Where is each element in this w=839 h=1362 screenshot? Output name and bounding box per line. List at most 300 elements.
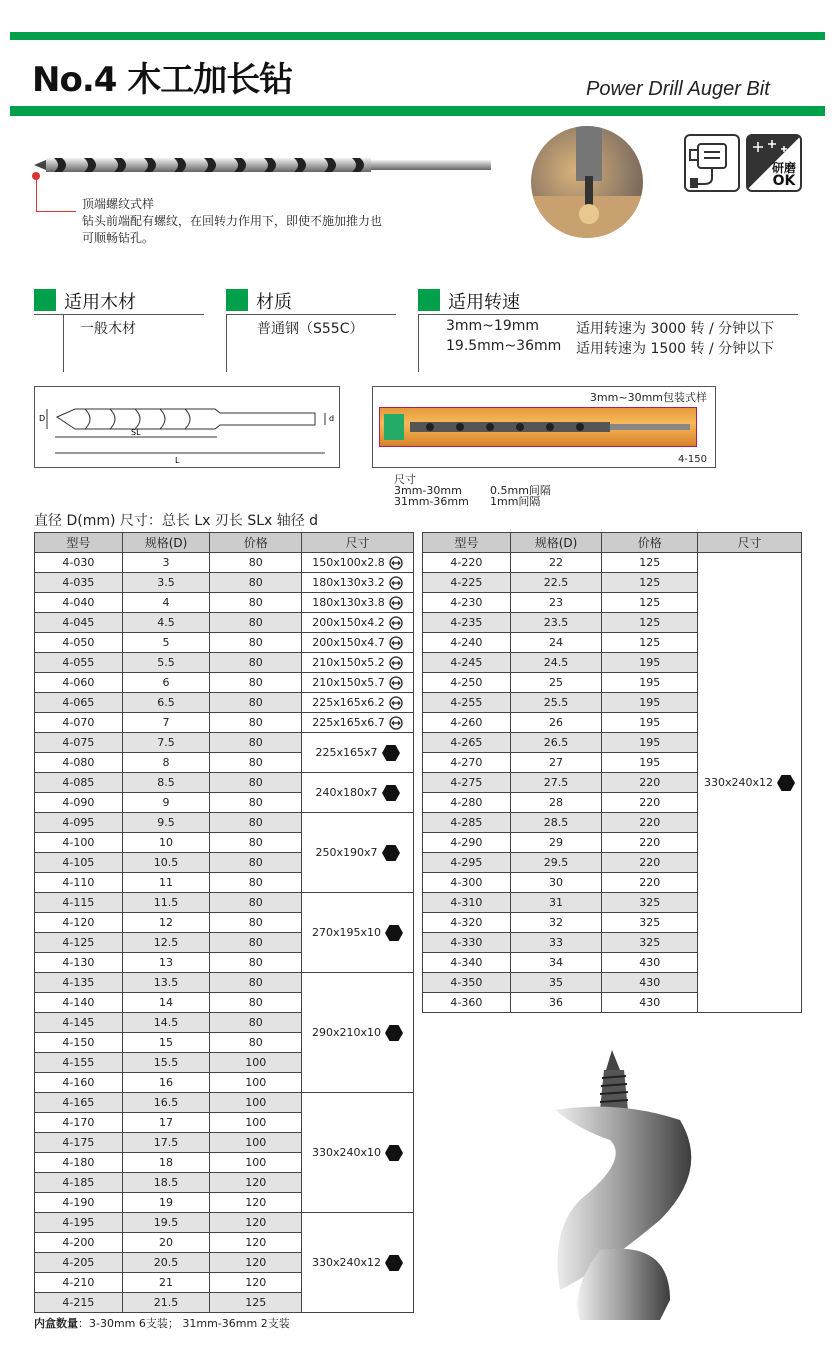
cell-price: 430 <box>602 973 698 993</box>
table-row <box>35 813 414 833</box>
cell-d: 36 <box>510 993 602 1013</box>
cell-model: 4-035 <box>35 573 123 593</box>
size-value: 210x150x5.2 <box>312 655 385 669</box>
spec-table-left <box>34 532 414 1313</box>
cell-model: 4-055 <box>35 653 123 673</box>
table-row <box>35 573 414 593</box>
footer-text: ：3-30mm 6支装； 31mm-36mm 2支装 <box>78 1317 290 1330</box>
cell-d: 27.5 <box>510 773 602 793</box>
speed-range-1: 3mm~19mm <box>446 318 540 334</box>
cell-model: 4-115 <box>35 893 123 913</box>
cell-model: 4-255 <box>423 693 511 713</box>
cell-price: 80 <box>210 1033 302 1053</box>
col-model-header: 型号 <box>35 533 123 553</box>
size-value: 200x150x4.2 <box>312 615 385 629</box>
cell-size <box>302 713 414 733</box>
cell-size <box>302 893 414 973</box>
cell-d: 15.5 <box>122 1053 210 1073</box>
table-row <box>35 693 414 713</box>
cell-model: 4-110 <box>35 873 123 893</box>
cell-size <box>302 593 414 613</box>
cell-price: 125 <box>602 593 698 613</box>
cell-d: 16.5 <box>122 1093 210 1113</box>
cell-model: 4-105 <box>35 853 123 873</box>
cell-price: 220 <box>602 793 698 813</box>
cell-price: 80 <box>210 653 302 673</box>
cell-d: 35 <box>510 973 602 993</box>
cell-model: 4-130 <box>35 953 123 973</box>
cell-price: 125 <box>602 553 698 573</box>
cell-model: 4-260 <box>423 713 511 733</box>
cell-d: 19.5 <box>122 1213 210 1233</box>
cell-d: 32 <box>510 913 602 933</box>
cell-price: 430 <box>602 953 698 973</box>
dim-l: L <box>175 456 180 465</box>
cell-price: 325 <box>602 933 698 953</box>
hex-shank-icon <box>378 746 400 759</box>
cell-d: 24 <box>510 633 602 653</box>
table-row <box>423 553 802 573</box>
cell-price: 80 <box>210 813 302 833</box>
cell-model: 4-340 <box>423 953 511 973</box>
size-value: 225x165x6.7 <box>312 715 385 729</box>
section-material-rule <box>226 314 396 315</box>
cell-size <box>302 633 414 653</box>
cell-d: 7.5 <box>122 733 210 753</box>
cell-model: 4-195 <box>35 1213 123 1233</box>
cell-price: 220 <box>602 873 698 893</box>
cell-price: 125 <box>210 1293 302 1313</box>
cell-price: 100 <box>210 1093 302 1113</box>
cell-price: 195 <box>602 653 698 673</box>
cell-price: 430 <box>602 993 698 1013</box>
cell-model: 4-200 <box>35 1233 123 1253</box>
size-value: 225x165x6.2 <box>312 695 385 709</box>
table-row <box>35 1213 414 1233</box>
table-row <box>35 733 414 753</box>
cell-price: 80 <box>210 913 302 933</box>
cell-model: 4-225 <box>423 573 511 593</box>
cell-model: 4-125 <box>35 933 123 953</box>
cell-price: 80 <box>210 633 302 653</box>
cell-model: 4-030 <box>35 553 123 573</box>
cell-model: 4-300 <box>423 873 511 893</box>
cell-price: 195 <box>602 713 698 733</box>
cell-price: 100 <box>210 1133 302 1153</box>
cell-d: 21 <box>122 1273 210 1293</box>
hex-shank-icon <box>381 1026 403 1039</box>
cell-model: 4-245 <box>423 653 511 673</box>
cell-size <box>698 553 802 1013</box>
section-material-border <box>226 314 227 372</box>
cell-d: 6.5 <box>122 693 210 713</box>
cell-price: 100 <box>210 1073 302 1093</box>
col-size-header: 尺寸 <box>698 533 802 553</box>
cell-d: 22.5 <box>510 573 602 593</box>
ok-label: OK <box>772 173 796 189</box>
cell-model: 4-175 <box>35 1133 123 1153</box>
size-value: 150x100x2.8 <box>312 555 385 569</box>
tip-description <box>82 196 382 247</box>
cell-d: 8 <box>122 753 210 773</box>
cell-d: 23.5 <box>510 613 602 633</box>
size-value: 270x195x10 <box>312 925 382 939</box>
cell-d: 25.5 <box>510 693 602 713</box>
cell-size <box>302 813 414 893</box>
section-material <box>226 288 396 312</box>
cell-price: 80 <box>210 833 302 853</box>
cell-d: 34 <box>510 953 602 973</box>
cell-d: 9.5 <box>122 813 210 833</box>
packaging-board-image <box>379 407 697 447</box>
cell-model: 4-220 <box>423 553 511 573</box>
section-material-title: 材质 <box>256 292 292 313</box>
cell-price: 80 <box>210 713 302 733</box>
table-row <box>35 633 414 653</box>
cell-model: 4-205 <box>35 1253 123 1273</box>
size-value: 200x150x4.7 <box>312 635 385 649</box>
cell-d: 12 <box>122 913 210 933</box>
cell-price: 220 <box>602 773 698 793</box>
cell-model: 4-155 <box>35 1053 123 1073</box>
cell-d: 18 <box>122 1153 210 1173</box>
cell-d: 9 <box>122 793 210 813</box>
packaging-code: 4-150 <box>677 454 707 465</box>
cell-price: 80 <box>210 673 302 693</box>
packaging-caption: 3mm~30mm包装式样 <box>589 391 707 404</box>
cell-price: 120 <box>210 1193 302 1213</box>
cell-price: 100 <box>210 1113 302 1133</box>
dim-sl: SL <box>131 428 141 437</box>
cell-price: 80 <box>210 773 302 793</box>
cell-price: 80 <box>210 953 302 973</box>
cell-d: 3.5 <box>122 573 210 593</box>
cell-d: 17.5 <box>122 1133 210 1153</box>
cell-model: 4-060 <box>35 673 123 693</box>
cell-model: 4-275 <box>423 773 511 793</box>
cell-price: 80 <box>210 973 302 993</box>
table-caption: 直径 D(mm) 尺寸：总长 Lx 刃长 SLx 轴径 d <box>34 513 319 529</box>
size-value: 330x240x12 <box>312 1255 382 1269</box>
cell-d: 24.5 <box>510 653 602 673</box>
section-wood-border <box>63 314 64 372</box>
cell-d: 20 <box>122 1233 210 1253</box>
cell-price: 195 <box>602 733 698 753</box>
cell-model: 4-150 <box>35 1033 123 1053</box>
cell-d: 10 <box>122 833 210 853</box>
cell-model: 4-170 <box>35 1113 123 1133</box>
cell-price: 120 <box>210 1273 302 1293</box>
cell-size <box>302 573 414 593</box>
cell-model: 4-100 <box>35 833 123 853</box>
cell-price: 120 <box>210 1173 302 1193</box>
cell-price: 80 <box>210 853 302 873</box>
cell-size <box>302 673 414 693</box>
cell-d: 28.5 <box>510 813 602 833</box>
cell-model: 4-070 <box>35 713 123 733</box>
cell-price: 80 <box>210 873 302 893</box>
cell-d: 10.5 <box>122 853 210 873</box>
cell-model: 4-330 <box>423 933 511 953</box>
round-shank-icon <box>385 556 403 569</box>
cell-size <box>302 973 414 1093</box>
cell-model: 4-215 <box>35 1293 123 1313</box>
cell-d: 22 <box>510 553 602 573</box>
cell-d: 30 <box>510 873 602 893</box>
cell-price: 80 <box>210 1013 302 1033</box>
cell-d: 25 <box>510 673 602 693</box>
round-shank-icon <box>385 696 403 709</box>
footer-label: 内盒数量 <box>34 1317 78 1330</box>
table-row <box>35 553 414 573</box>
cell-model: 4-285 <box>423 813 511 833</box>
cell-size <box>302 553 414 573</box>
cell-size <box>302 613 414 633</box>
section-speed-border <box>418 314 419 372</box>
size-value: 330x240x10 <box>312 1145 382 1159</box>
col-size-header: 尺寸 <box>302 533 414 553</box>
tip-line-2: 钻头前端配有螺纹，在回转力作用下，即使不施加推力也 <box>82 214 383 228</box>
dim-d-left: D <box>39 414 46 423</box>
hex-shank-icon <box>378 786 400 799</box>
cell-price: 80 <box>210 893 302 913</box>
cell-model: 4-290 <box>423 833 511 853</box>
cell-d: 26.5 <box>510 733 602 753</box>
cell-model: 4-160 <box>35 1073 123 1093</box>
col-price-header: 价格 <box>602 533 698 553</box>
size-value: 290x210x10 <box>312 1025 382 1039</box>
cell-d: 7 <box>122 713 210 733</box>
cell-size <box>302 733 414 773</box>
cell-size <box>302 773 414 813</box>
cell-model: 4-090 <box>35 793 123 813</box>
cell-model: 4-050 <box>35 633 123 653</box>
cell-d: 8.5 <box>122 773 210 793</box>
cell-model: 4-180 <box>35 1153 123 1173</box>
section-speed <box>418 288 798 312</box>
tip-line-3: 可顺畅钻孔。 <box>82 231 155 245</box>
cell-d: 31 <box>510 893 602 913</box>
header-green-bar <box>10 106 825 116</box>
col-d-header: 规格(D) <box>510 533 602 553</box>
cell-d: 29 <box>510 833 602 853</box>
cell-model: 4-310 <box>423 893 511 913</box>
packaging-gap-2: 1mm间隔 <box>490 495 541 508</box>
cell-size <box>302 1093 414 1213</box>
cell-model: 4-120 <box>35 913 123 933</box>
cell-price: 120 <box>210 1213 302 1233</box>
green-square-icon <box>226 289 248 311</box>
cell-d: 21.5 <box>122 1293 210 1313</box>
regrind-ok-icon <box>746 134 802 192</box>
page-title: No.4 木工加长钻 <box>32 60 293 100</box>
cell-price: 100 <box>210 1153 302 1173</box>
page-subtitle: Power Drill Auger Bit <box>586 78 770 100</box>
dimension-diagram <box>34 386 340 468</box>
round-shank-icon <box>385 656 403 669</box>
hex-shank-icon <box>378 846 400 859</box>
hex-shank-icon <box>381 1256 403 1269</box>
cell-model: 4-135 <box>35 973 123 993</box>
cell-model: 4-265 <box>423 733 511 753</box>
section-wood-value: 一般木材 <box>80 321 136 337</box>
cell-d: 16 <box>122 1073 210 1093</box>
cell-model: 4-185 <box>35 1173 123 1193</box>
cell-d: 12.5 <box>122 933 210 953</box>
cell-model: 4-210 <box>35 1273 123 1293</box>
cell-price: 100 <box>210 1053 302 1073</box>
cell-model: 4-240 <box>423 633 511 653</box>
packaging-range-1: 3mm-30mm <box>394 484 462 497</box>
cell-d: 28 <box>510 793 602 813</box>
cell-price: 120 <box>210 1253 302 1273</box>
section-wood-title: 适用木材 <box>64 292 136 313</box>
cell-d: 17 <box>122 1113 210 1133</box>
round-shank-icon <box>385 616 403 629</box>
cell-d: 11.5 <box>122 893 210 913</box>
table-row <box>35 973 414 993</box>
round-shank-icon <box>385 576 403 589</box>
cell-model: 4-235 <box>423 613 511 633</box>
round-shank-icon <box>385 596 403 609</box>
size-value: 180x130x3.8 <box>312 595 385 609</box>
green-square-icon <box>34 289 56 311</box>
cell-price: 120 <box>210 1233 302 1253</box>
cell-model: 4-140 <box>35 993 123 1013</box>
cell-price: 80 <box>210 593 302 613</box>
cell-model: 4-295 <box>423 853 511 873</box>
cell-model: 4-145 <box>35 1013 123 1033</box>
cell-d: 20.5 <box>122 1253 210 1273</box>
cell-price: 80 <box>210 733 302 753</box>
cell-d: 27 <box>510 753 602 773</box>
green-square-icon <box>418 289 440 311</box>
hex-shank-icon <box>773 776 795 789</box>
section-speed-rule <box>418 314 798 315</box>
cell-price: 80 <box>210 753 302 773</box>
cell-model: 4-080 <box>35 753 123 773</box>
cell-d: 14.5 <box>122 1013 210 1033</box>
round-shank-icon <box>385 636 403 649</box>
cell-d: 23 <box>510 593 602 613</box>
cell-model: 4-280 <box>423 793 511 813</box>
tip-pointer-line <box>36 176 76 212</box>
table-row <box>35 593 414 613</box>
table-row <box>35 893 414 913</box>
packaging-range-2: 31mm-36mm <box>394 495 469 508</box>
table-row <box>35 673 414 693</box>
spec-table-right <box>422 532 802 1013</box>
power-drill-icon <box>684 134 740 192</box>
col-price-header: 价格 <box>210 533 302 553</box>
cell-d: 18.5 <box>122 1173 210 1193</box>
size-value: 250x190x7 <box>315 845 378 859</box>
size-value: 225x165x7 <box>315 745 378 759</box>
speed-desc-2: 适用转速为 1500 转 / 分钟以下 <box>576 341 775 357</box>
table-row <box>35 613 414 633</box>
cell-price: 80 <box>210 793 302 813</box>
cell-d: 15 <box>122 1033 210 1053</box>
cell-price: 125 <box>602 633 698 653</box>
packaging-sample <box>372 386 716 468</box>
cell-size <box>302 693 414 713</box>
cell-price: 325 <box>602 913 698 933</box>
speed-desc-1: 适用转速为 3000 转 / 分钟以下 <box>576 321 775 337</box>
cell-d: 6 <box>122 673 210 693</box>
size-value: 210x150x5.7 <box>312 675 385 689</box>
footer-note <box>34 1315 290 1331</box>
cell-model: 4-040 <box>35 593 123 613</box>
cell-model: 4-075 <box>35 733 123 753</box>
drilling-photo <box>531 126 643 238</box>
regrind-label: 研磨 <box>771 161 796 175</box>
packaging-note-title: 尺寸 <box>394 473 416 486</box>
cell-price: 125 <box>602 573 698 593</box>
section-material-value: 普通钢（S55C） <box>257 321 364 337</box>
section-speed-title: 适用转速 <box>448 292 520 313</box>
table-row <box>35 1093 414 1113</box>
cell-d: 33 <box>510 933 602 953</box>
cell-price: 80 <box>210 693 302 713</box>
cell-price: 195 <box>602 753 698 773</box>
cell-model: 4-250 <box>423 673 511 693</box>
cell-price: 80 <box>210 613 302 633</box>
top-green-bar <box>10 32 825 40</box>
cell-model: 4-085 <box>35 773 123 793</box>
packaging-note <box>394 474 551 507</box>
cell-model: 4-320 <box>423 913 511 933</box>
dim-d-right: d <box>329 414 335 423</box>
cell-price: 80 <box>210 553 302 573</box>
table-row <box>35 713 414 733</box>
round-shank-icon <box>385 676 403 689</box>
drill-bit-image <box>34 154 494 176</box>
cell-d: 5 <box>122 633 210 653</box>
cell-model: 4-270 <box>423 753 511 773</box>
cell-model: 4-230 <box>423 593 511 613</box>
cell-model: 4-065 <box>35 693 123 713</box>
cell-d: 13 <box>122 953 210 973</box>
size-value: 180x130x3.2 <box>312 575 385 589</box>
cell-size <box>302 1213 414 1313</box>
cell-model: 4-190 <box>35 1193 123 1213</box>
cell-price: 220 <box>602 853 698 873</box>
cell-price: 195 <box>602 693 698 713</box>
cell-price: 220 <box>602 813 698 833</box>
cell-price: 220 <box>602 833 698 853</box>
cell-d: 4.5 <box>122 613 210 633</box>
tip-line-1: 顶端螺纹式样 <box>82 197 155 211</box>
cell-size <box>302 653 414 673</box>
cell-d: 3 <box>122 553 210 573</box>
cell-model: 4-165 <box>35 1093 123 1113</box>
round-shank-icon <box>385 716 403 729</box>
cell-price: 80 <box>210 573 302 593</box>
cell-model: 4-350 <box>423 973 511 993</box>
section-wood-rule <box>34 314 204 315</box>
hex-shank-icon <box>381 1146 403 1159</box>
regrind-ok-label <box>772 162 796 188</box>
auger-bit-closeup-image <box>540 1050 730 1320</box>
cell-d: 13.5 <box>122 973 210 993</box>
cell-model: 4-045 <box>35 613 123 633</box>
cell-d: 19 <box>122 1193 210 1213</box>
packaging-gap-1: 0.5mm间隔 <box>490 484 551 497</box>
cell-d: 29.5 <box>510 853 602 873</box>
col-model-header: 型号 <box>423 533 511 553</box>
cell-d: 11 <box>122 873 210 893</box>
cell-d: 26 <box>510 713 602 733</box>
